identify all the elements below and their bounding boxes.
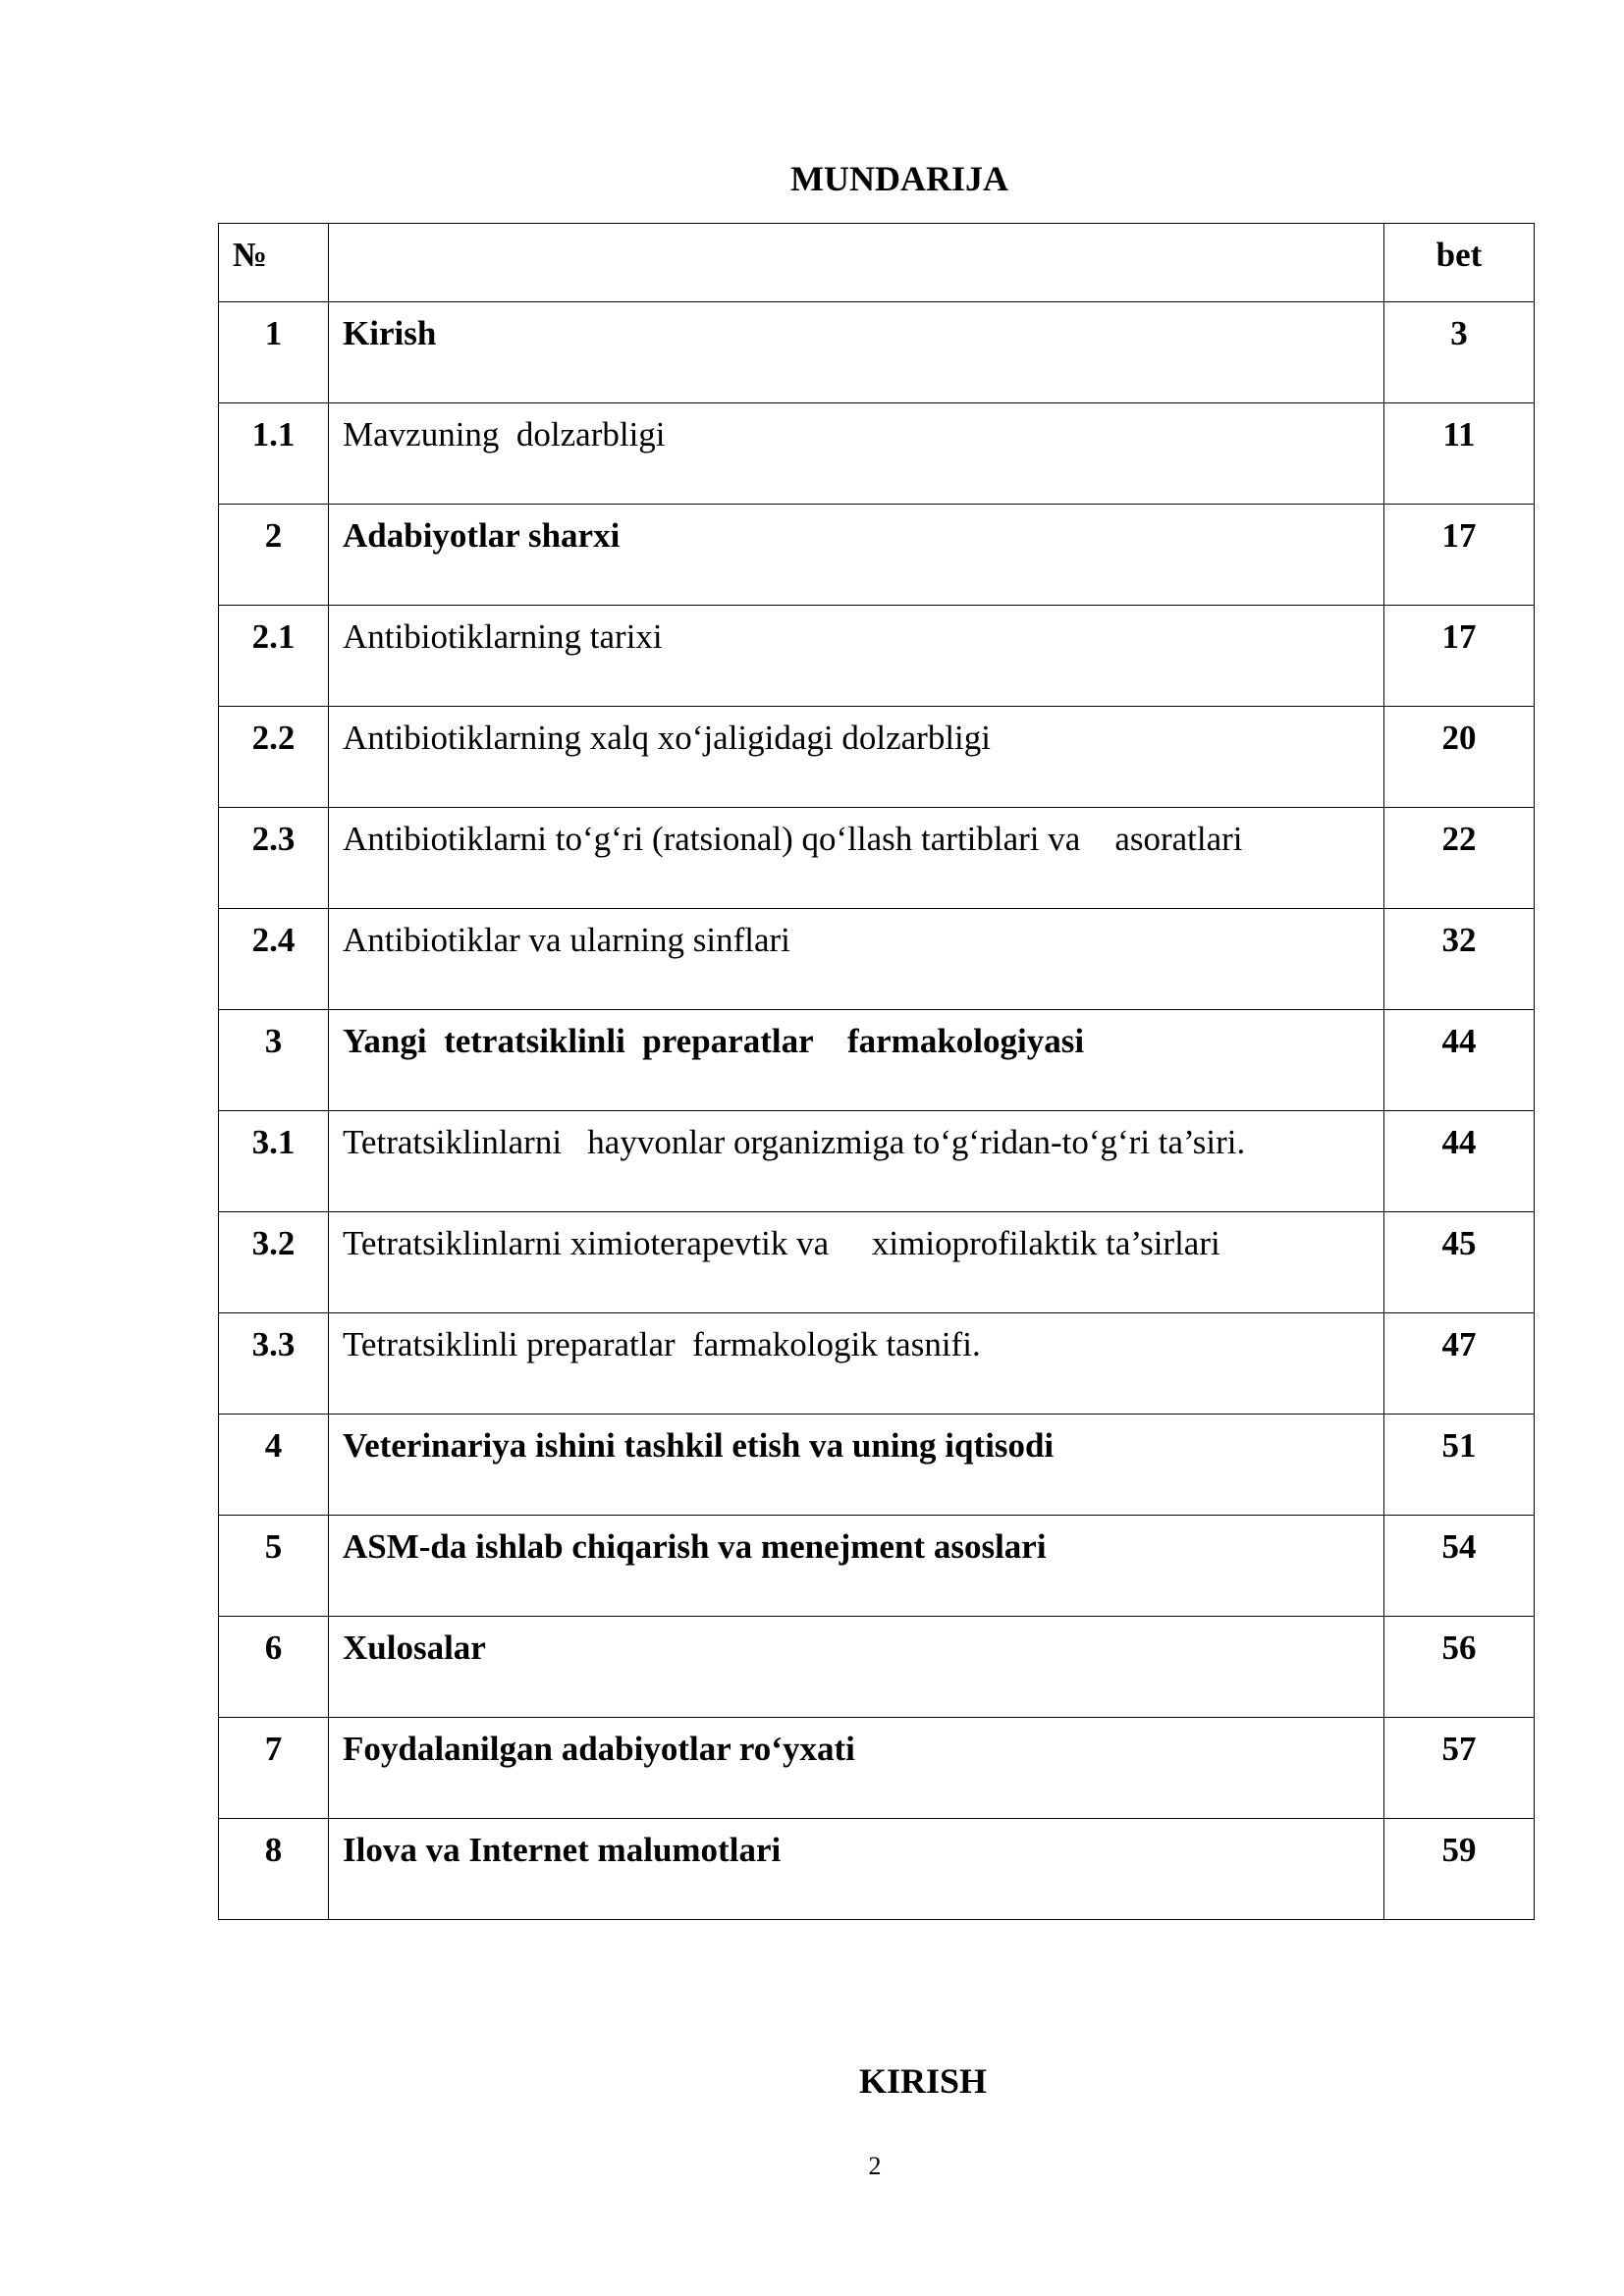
toc-row-number: 3.3 xyxy=(219,1313,329,1415)
toc-header-row xyxy=(219,224,1535,302)
toc-row-title: Xulosalar xyxy=(329,1617,1384,1718)
toc-row-page: 47 xyxy=(1384,1313,1535,1415)
toc-row-title: Antibiotiklar va ularning sinflari xyxy=(329,909,1384,1010)
toc-row xyxy=(219,1212,1535,1313)
toc-row-number: 4 xyxy=(219,1415,329,1516)
toc-row-page: 32 xyxy=(1384,909,1535,1010)
toc-row xyxy=(219,1617,1535,1718)
toc-table xyxy=(218,223,1535,1920)
header-number: № xyxy=(219,224,329,302)
toc-row-title: Kirish xyxy=(329,302,1384,403)
toc-row-page: 3 xyxy=(1384,302,1535,403)
toc-row-page: 11 xyxy=(1384,403,1535,505)
toc-row-number: 6 xyxy=(219,1617,329,1718)
toc-row-title: Foydalanilgan adabiyotlar ro‘yxati xyxy=(329,1718,1384,1819)
toc-row-page: 51 xyxy=(1384,1415,1535,1516)
toc-row-number: 3.1 xyxy=(219,1111,329,1212)
toc-row-page: 17 xyxy=(1384,505,1535,606)
toc-row xyxy=(219,505,1535,606)
toc-row-number: 2.1 xyxy=(219,606,329,707)
toc-row-page: 20 xyxy=(1384,707,1535,808)
toc-row-title: ASM-da ishlab chiqarish va menejment asoslari xyxy=(329,1516,1384,1617)
toc-row-number: 2.2 xyxy=(219,707,329,808)
toc-row-title: Antibiotiklarni to‘g‘ri (ratsional) qo‘llash tartiblari va asoratlari xyxy=(329,808,1384,909)
toc-row-title: Tetratsiklinlarni ximioterapevtik va ximioprofilaktik ta’sirlari xyxy=(329,1212,1384,1313)
toc-row xyxy=(219,403,1535,505)
toc-row-page: 45 xyxy=(1384,1212,1535,1313)
page-number: 2 xyxy=(868,2152,882,2180)
toc-row-number: 2.4 xyxy=(219,909,329,1010)
toc-row xyxy=(219,1111,1535,1212)
toc-row-number: 2 xyxy=(219,505,329,606)
toc-row xyxy=(219,1313,1535,1415)
toc-row-page: 57 xyxy=(1384,1718,1535,1819)
toc-row xyxy=(219,808,1535,909)
toc-row-title: Yangi tetratsiklinli preparatlar farmakologiyasi xyxy=(329,1010,1384,1111)
toc-row-number: 1 xyxy=(219,302,329,403)
toc-row xyxy=(219,302,1535,403)
toc-row xyxy=(219,1819,1535,1920)
toc-row-number: 2.3 xyxy=(219,808,329,909)
toc-row-page: 54 xyxy=(1384,1516,1535,1617)
toc-row-number: 1.1 xyxy=(219,403,329,505)
header-page: bet xyxy=(1384,224,1535,302)
toc-row-number: 7 xyxy=(219,1718,329,1819)
toc-row-page: 44 xyxy=(1384,1010,1535,1111)
toc-row xyxy=(219,1718,1535,1819)
toc-row-title: Adabiyotlar sharxi xyxy=(329,505,1384,606)
toc-row-page: 22 xyxy=(1384,808,1535,909)
toc-row xyxy=(219,1010,1535,1111)
toc-row-title: Antibiotiklarning xalq xo‘jaligidagi dolzarbligi xyxy=(329,707,1384,808)
toc-row-page: 17 xyxy=(1384,606,1535,707)
toc-row-number: 8 xyxy=(219,1819,329,1920)
toc-row-title: Veterinariya ishini tashkil etish va uning iqtisodi xyxy=(329,1415,1384,1516)
toc-title: MUNDARIJA xyxy=(790,159,1008,198)
toc-row-title: Antibiotiklarning tarixi xyxy=(329,606,1384,707)
toc-row xyxy=(219,1516,1535,1617)
toc-row-page: 56 xyxy=(1384,1617,1535,1718)
toc-row-page: 59 xyxy=(1384,1819,1535,1920)
toc-row-page: 44 xyxy=(1384,1111,1535,1212)
toc-row-title: Tetratsiklinlarni hayvonlar organizmiga to‘g‘ridan-to‘g‘ri ta’siri. xyxy=(329,1111,1384,1212)
toc-row xyxy=(219,606,1535,707)
toc-row xyxy=(219,707,1535,808)
toc-row-title: Mavzuning dolzarbligi xyxy=(329,403,1384,505)
toc-row xyxy=(219,909,1535,1010)
toc-row-title: Tetratsiklinli preparatlar farmakologik tasnifi. xyxy=(329,1313,1384,1415)
toc-row-number: 5 xyxy=(219,1516,329,1617)
toc-row xyxy=(219,1415,1535,1516)
toc-row-number: 3 xyxy=(219,1010,329,1111)
header-title xyxy=(329,224,1384,302)
section-heading: KIRISH xyxy=(858,2061,988,2101)
toc-row-number: 3.2 xyxy=(219,1212,329,1313)
toc-row-title: Ilova va Internet malumotlari xyxy=(329,1819,1384,1920)
